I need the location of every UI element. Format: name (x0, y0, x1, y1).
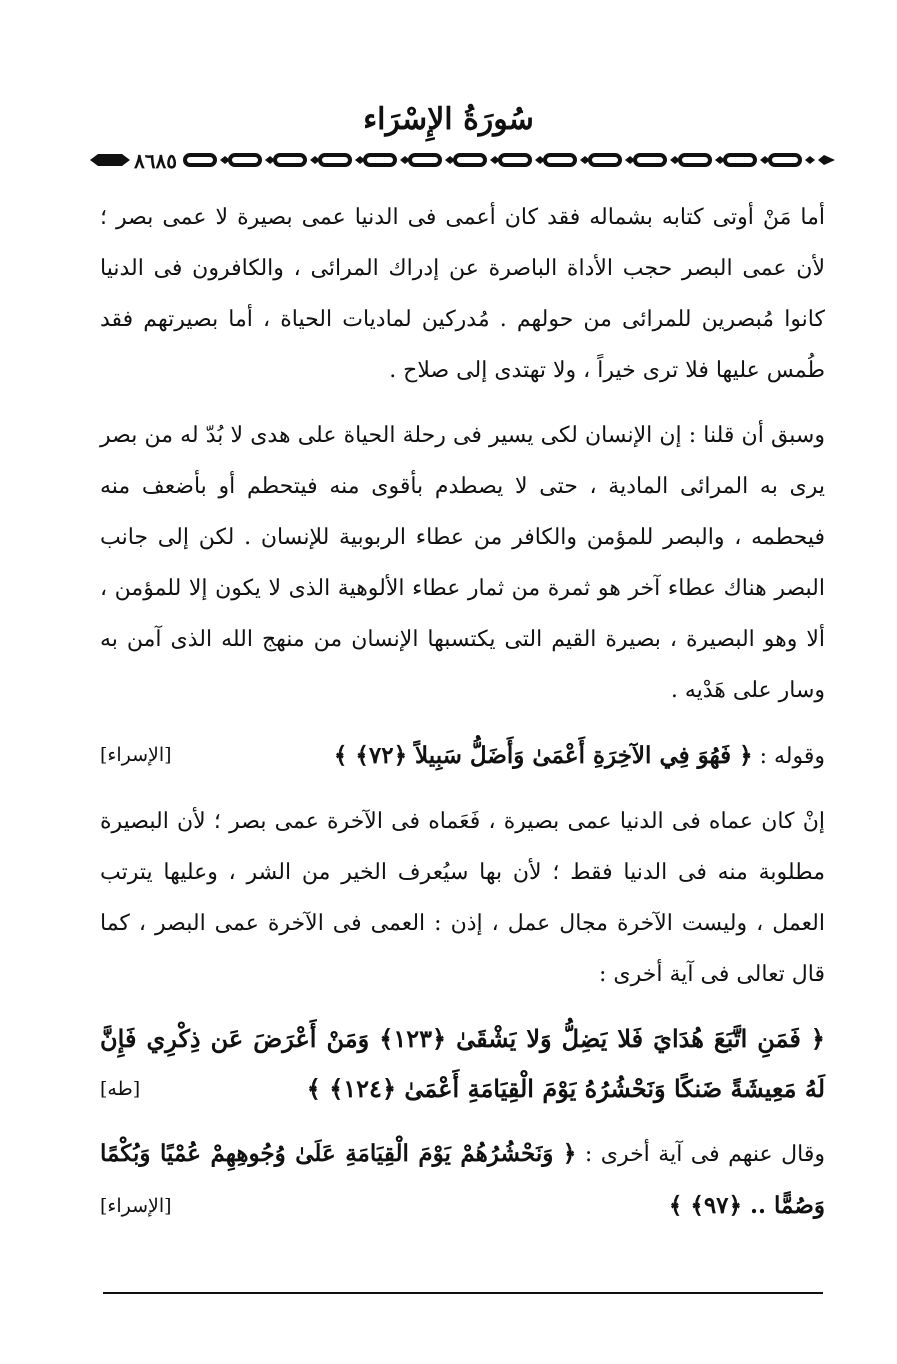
paragraph-1: أما مَنْ أوتى كتابه بشماله فقد كان أعمى فى الدنيا عمى بصيرة لا عمى بصر ؛ لأن عمى البصر حجب الأداة الباصرة عن إدراك المرائى ، والكافرون فى الدنيا كانوا مُبصرين للمرائى من حولهم . مُدركين لماديات الحياة ، أما بصيرتهم فقد طُمس عليها فلا ترى خيراً ، ولا تهتدى إلى صلاح . (100, 205, 825, 383)
verse-reference: [طه] (100, 1078, 141, 1100)
verse-reference: [الإسراء] (100, 744, 172, 766)
verse-reference: [الإسراء] (100, 1195, 172, 1217)
quote-block-2 (100, 1014, 825, 1114)
quran-verse: ﴿ فَمَنِ اتَّبَعَ هُدَايَ فَلا يَضِلُّ وَلا يَشْقَىٰ ﴿١٢٣﴾ وَمَنْ أَعْرَضَ عَن ذِكْرِي فَإِنَّ لَهُ مَعِيشَةً ضَنكًا وَنَحْشُرُهُ يَوْمَ الْقِيَامَةِ أَعْمَىٰ ﴿١٢٤﴾ ﴾ (100, 1024, 825, 1103)
decorative-chain-rule (90, 152, 835, 168)
surah-title: سُورَةُ الإِسْرَاء (363, 102, 534, 137)
quote-block-3 (100, 1128, 825, 1232)
quran-verse: ﴿ فَهُوَ فِي الآخِرَةِ أَعْمَىٰ وَأَضَلُّ سَبِيلاً ﴿٧٢﴾ ﴾ (333, 742, 753, 769)
quran-verse: ﴿ وَنَحْشُرُهُمْ يَوْمَ الْقِيَامَةِ عَلَىٰ وُجُوهِهِمْ عُمْيًا وَبُكْمًا وَصُمًّا .. ﴿٩٧﴾ ﴾ (100, 1140, 825, 1219)
quote-line-1 (100, 730, 825, 782)
footer-divider (103, 1292, 823, 1294)
quote-intro: وقوله : (759, 744, 825, 769)
page-body (100, 192, 825, 1232)
paragraph-3: إنْ كان عماه فى الدنيا عمى بصيرة ، فَعَماه فى الآخرة عمى بصر ؛ لأن البصيرة مطلوبة منه فى الدنيا فقط ؛ لأن بها سيُعرف الخير من الشر ، وعليها يترتب العمل ، وليست الآخرة مجال عمل ، إذن : العمى فى الآخرة عمى البصر ، كما قال تعالى فى آية أخرى : (100, 809, 825, 987)
page-number: ٨٦٨٥ (134, 149, 177, 173)
quote-intro: وقال عنهم فى آية أخرى : (584, 1142, 825, 1167)
paragraph-2: وسبق أن قلنا : إن الإنسان لكى يسير فى رحلة الحياة على هدى لا بُدّ له من بصر يرى به المرائى المادية ، حتى لا يصطدم بأقوى منه فيتحطم أو بأضعف منه فيحطمه ، والبصر للمؤمن والكافر من عطاء الربوبية للإنسان . لكن إلى جانب البصر هناك عطاء آخر هو ثمرة من ثمار عطاء الألوهية الذى لا يكون إلا للمؤمن ، ألا وهو البصيرة ، بصيرة القيم التى يكتسبها الإنسان من منهج الله الذى آمن به وسار على هَدْيه . (100, 423, 825, 703)
